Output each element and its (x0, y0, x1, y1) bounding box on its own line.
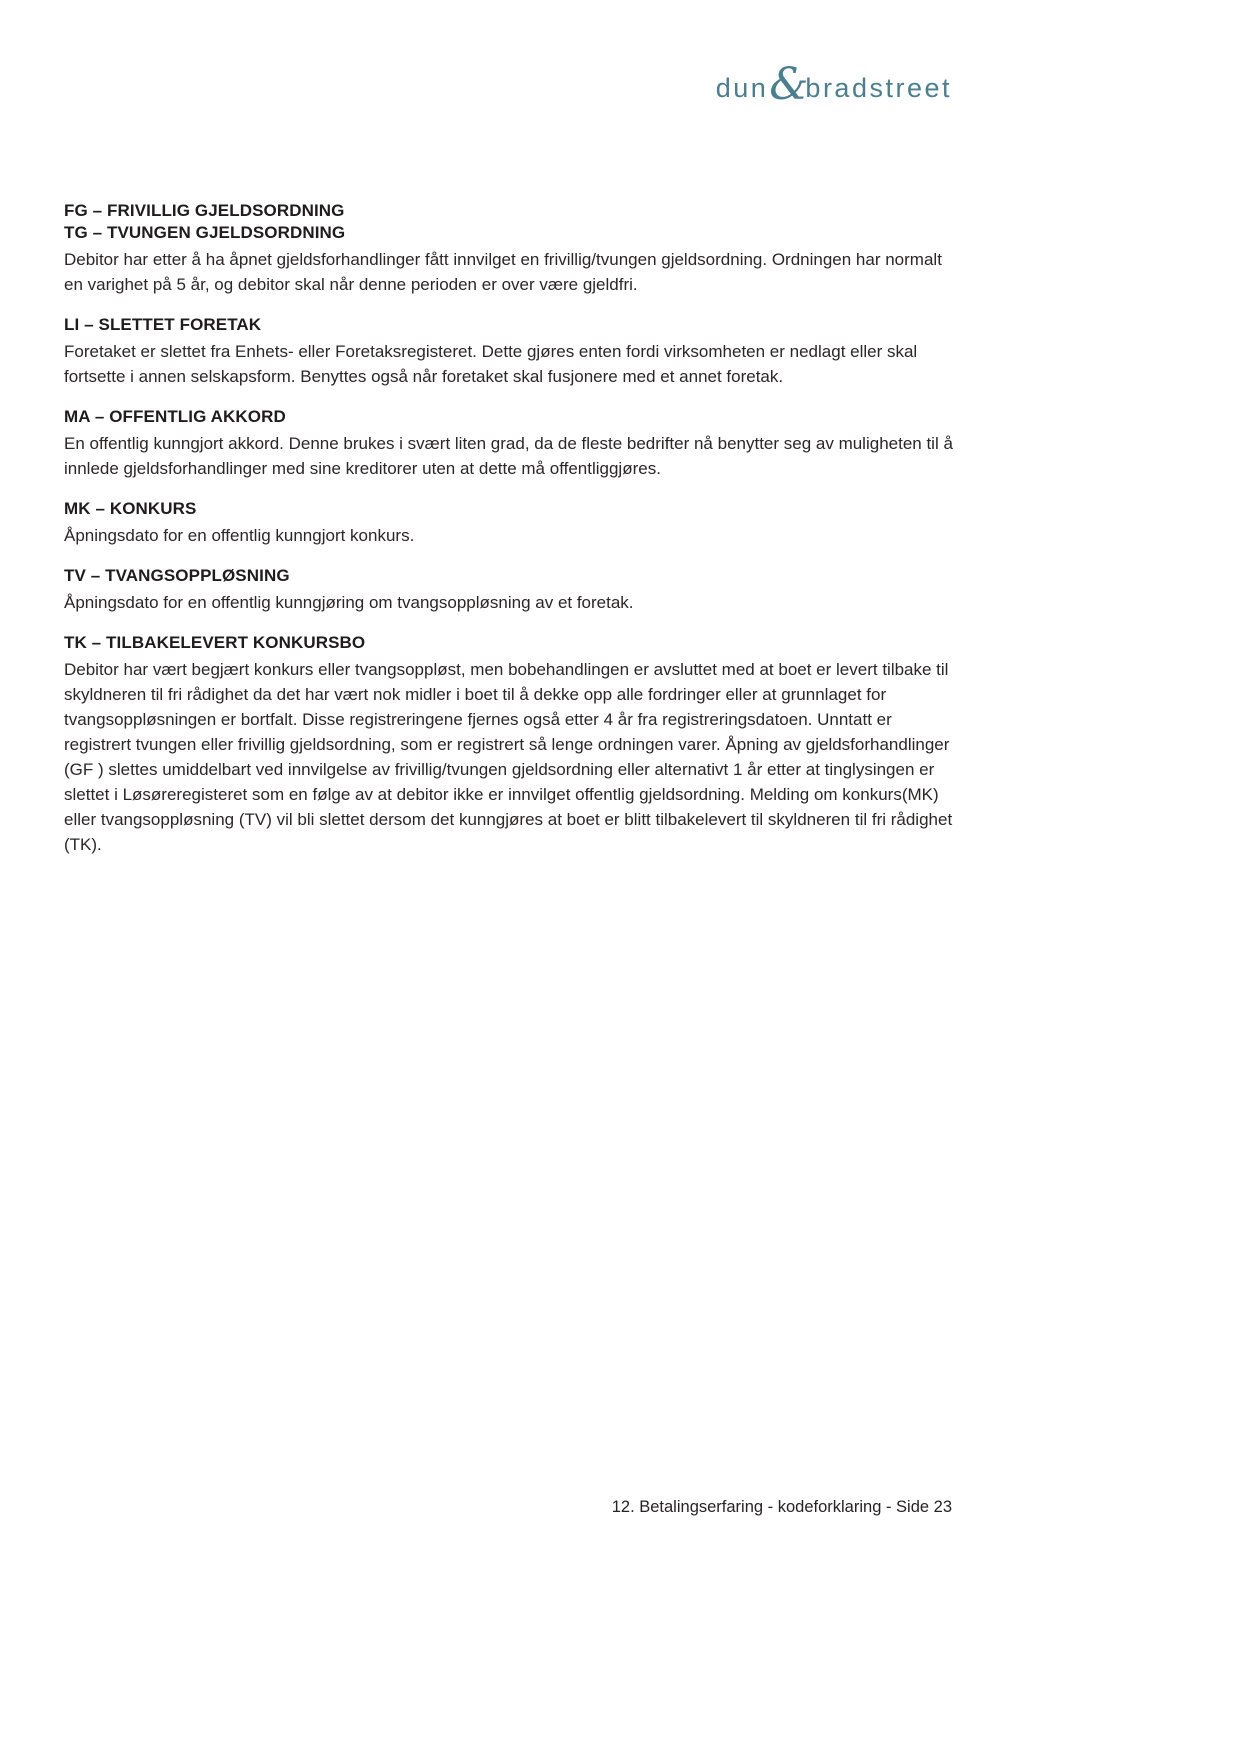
dun-bradstreet-logo (715, 59, 952, 110)
logo-word-dun: dun (715, 73, 769, 103)
code-section-mk (64, 498, 956, 548)
code-section-tv (64, 565, 956, 615)
page-footer (612, 1498, 952, 1517)
section-heading-ma: MA – OFFENTLIG AKKORD (64, 407, 286, 426)
footer-text: 12. Betalingserfaring - kodeforklaring - Side 23 (611, 1498, 952, 1516)
section-heading-li: LI – SLETTET FORETAK (64, 315, 262, 334)
logo-ampersand-icon: & (769, 59, 809, 110)
document-content (64, 200, 956, 874)
code-section-tk (64, 632, 956, 857)
code-section-li (64, 314, 956, 389)
section-heading-mk: MK – KONKURS (64, 499, 197, 518)
section-body-ma: En offentlig kunngjort akkord. Denne brukes i svært liten grad, da de fleste bedrifter nå benytter seg av muligheten til å innlede gjeldsforhandlinger med sine kreditorer uten at dette må offentliggjøres. (64, 434, 953, 478)
section-heading-fg: FG – FRIVILLIG GJELDSORDNING (64, 201, 345, 220)
code-section-fg-tg (64, 200, 956, 297)
section-heading-tk: TK – TILBAKELEVERT KONKURSBO (64, 633, 366, 652)
section-body-tv: Åpningsdato for en offentlig kunngjøring om tvangsoppløsning av et foretak. (64, 593, 634, 612)
logo-word-bradstreet: bradstreet (805, 73, 952, 103)
section-heading-tv: TV – TVANGSOPPLØSNING (64, 566, 290, 585)
section-body-li: Foretaket er slettet fra Enhets- eller Foretaksregisteret. Dette gjøres enten fordi virksomheten er nedlagt eller skal fortsette i annen selskapsform. Benyttes også når foretaket skal fusjonere med et annet foretak. (64, 342, 918, 386)
section-body-fg-tg: Debitor har etter å ha åpnet gjeldsforhandlinger fått innvilget en frivillig/tvungen gjeldsordning. Ordningen har normalt en varighet på 5 år, og debitor skal når denne perioden er over være gjeldfri. (64, 250, 942, 294)
section-body-mk: Åpningsdato for en offentlig kunngjort konkurs. (64, 526, 415, 545)
section-heading-tg: TG – TVUNGEN GJELDSORDNING (64, 223, 346, 242)
code-section-ma (64, 406, 956, 481)
section-body-tk: Debitor har vært begjært konkurs eller tvangsoppløst, men bobehandlingen er avsluttet med at boet er levert tilbake til skyldneren til fri rådighet da det har vært nok midler i boet til å dekke opp alle fordringer eller at grunnlaget for tvangsoppløsningen er bortfalt. Disse registreringene fjernes også etter 4 år fra registreringsdatoen. Unntatt er registrert tvungen eller frivillig gjeldsordning, som er registrert så lenge ordningen varer. Åpning av gjeldsforhandlinger (GF ) slettes umiddelbart ved innvilgelse av frivillig/tvungen gjeldsordning eller alternativt 1 år etter at tinglysingen er slettet i Løsøreregisteret som en følge av at debitor ikke er innvilget offentlig gjeldsordning. Melding om konkurs(MK) eller tvangsoppløsning (TV) vil bli slettet dersom det kunngjøres at boet er blitt tilbakelevert til skyldneren til fri rådighet (TK). (64, 660, 953, 854)
